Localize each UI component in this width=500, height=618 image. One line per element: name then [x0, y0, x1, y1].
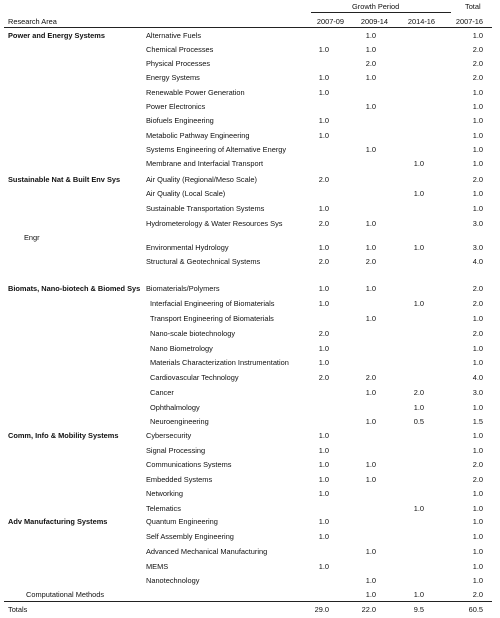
- cell-2014-16: 1.0: [413, 159, 424, 168]
- cell-2009-14: 1.0: [365, 314, 376, 323]
- row-label: Renewable Power Generation: [146, 88, 245, 97]
- cell-2007-09: 1.0: [318, 460, 329, 469]
- group-label: Sustainable Nat & Built Env Sys: [8, 175, 121, 184]
- cell-2014-16: 1.0: [413, 590, 424, 599]
- cell-2007-16: 1.0: [472, 314, 483, 323]
- cell-2007-09: 1.0: [318, 532, 329, 541]
- row-label: Cybersecurity: [146, 431, 192, 440]
- col-2009-14-header: 2009-14: [360, 17, 388, 26]
- cell-2007-16: 1.0: [472, 344, 483, 353]
- cell-2007-09: 1.0: [318, 517, 329, 526]
- cell-2009-14: 1.0: [365, 73, 376, 82]
- group-label: Power and Energy Systems: [8, 31, 105, 40]
- col-2007-09-header: 2007-09: [316, 17, 344, 26]
- cell-2007-16: 2.0: [472, 59, 483, 68]
- cell-2007-09: 2.0: [318, 329, 329, 338]
- totals-2009-14: 22.0: [361, 605, 376, 614]
- cell-2007-16: 2.0: [472, 284, 483, 293]
- totals-label: Totals: [8, 605, 28, 614]
- row-label: Nanotechnology: [146, 576, 200, 585]
- cell-2007-16: 1.0: [472, 562, 483, 571]
- cell-2009-14: 1.0: [365, 460, 376, 469]
- row-label: Nano Biometrology: [150, 344, 213, 353]
- row-label: Biofuels Engineering: [146, 116, 214, 125]
- cell-2009-14: 1.0: [365, 388, 376, 397]
- cell-2007-16: 2.0: [472, 73, 483, 82]
- cell-2007-09: 1.0: [318, 475, 329, 484]
- cell-2007-16: 1.0: [472, 189, 483, 198]
- cell-2007-09: 1.0: [318, 243, 329, 252]
- row-label: Systems Engineering of Alternative Energy: [146, 145, 287, 154]
- cell-2009-14: 1.0: [365, 547, 376, 556]
- cell-2007-16: 2.0: [472, 299, 483, 308]
- cell-2007-16: 4.0: [472, 373, 483, 382]
- cell-2007-16: 1.0: [472, 431, 483, 440]
- row-label: Telematics: [146, 504, 181, 513]
- cell-2007-16: 1.0: [472, 131, 483, 140]
- cell-2007-09: 1.0: [318, 299, 329, 308]
- cell-2007-16: 1.0: [472, 532, 483, 541]
- totals-2007-09: 29.0: [314, 605, 329, 614]
- cell-2009-14: 1.0: [365, 243, 376, 252]
- cell-2009-14: 1.0: [365, 417, 376, 426]
- row-label: Physical Processes: [146, 59, 211, 68]
- cell-2009-14: 2.0: [365, 257, 376, 266]
- cell-2009-14: 1.0: [365, 590, 376, 599]
- group-label: Comm, Info & Mobility Systems: [8, 431, 119, 440]
- cell-2007-09: 1.0: [318, 45, 329, 54]
- row-label: Ophthalmology: [150, 403, 200, 412]
- cell-2007-16: 1.0: [472, 145, 483, 154]
- group-label-extra: Computational Methods: [26, 590, 105, 599]
- col-2007-16-header: 2007-16: [455, 17, 483, 26]
- group-label: Biomats, Nano-biotech & Biomed Sys: [8, 284, 141, 293]
- cell-2007-09: 2.0: [318, 257, 329, 266]
- row-label: Membrane and Interfacial Transport: [146, 159, 264, 168]
- row-label: Advanced Mechanical Manufacturing: [146, 547, 268, 556]
- row-label: MEMS: [146, 562, 169, 571]
- row-label: Chemical Processes: [146, 45, 214, 54]
- cell-2007-09: 1.0: [318, 204, 329, 213]
- cell-2007-16: 1.0: [472, 547, 483, 556]
- col-2014-16-header: 2014-16: [407, 17, 435, 26]
- row-label: Energy Systems: [146, 73, 200, 82]
- cell-2007-16: 2.0: [472, 590, 483, 599]
- cell-2007-16: 1.0: [472, 116, 483, 125]
- cell-2009-14: 1.0: [365, 145, 376, 154]
- cell-2007-16: 1.0: [472, 446, 483, 455]
- cell-2007-16: 4.0: [472, 257, 483, 266]
- cell-2007-16: 1.0: [472, 88, 483, 97]
- row-label: Hydrometerology & Water Resources Sys: [146, 219, 283, 228]
- row-label: Metabolic Pathway Engineering: [146, 131, 250, 140]
- totals-2014-16: 9.5: [413, 605, 424, 614]
- cell-2007-16: 1.0: [472, 517, 483, 526]
- cell-2014-16: 1.0: [413, 504, 424, 513]
- row-label: Alternative Fuels: [146, 31, 202, 40]
- totals-rule: [4, 601, 492, 602]
- cell-2014-16: 0.5: [413, 417, 424, 426]
- row-label: Interfacial Engineering of Biomaterials: [150, 299, 275, 308]
- cell-2007-09: 1.0: [318, 116, 329, 125]
- cell-2007-16: 1.5: [472, 417, 483, 426]
- row-label: Nano-scale biotechnology: [150, 329, 236, 338]
- cell-2014-16: 1.0: [413, 243, 424, 252]
- cell-2014-16: 2.0: [413, 388, 424, 397]
- cell-2009-14: 1.0: [365, 576, 376, 585]
- cell-2009-14: 1.0: [365, 219, 376, 228]
- row-label: Quantum Engineering: [146, 517, 218, 526]
- row-label: Environmental Hydrology: [146, 243, 229, 252]
- cell-2009-14: 1.0: [365, 31, 376, 40]
- cell-2007-09: 1.0: [318, 431, 329, 440]
- cell-2007-16: 1.0: [472, 31, 483, 40]
- cell-2007-16: 1.0: [472, 576, 483, 585]
- cell-2009-14: 1.0: [365, 45, 376, 54]
- cell-2007-09: 1.0: [318, 562, 329, 571]
- cell-2007-16: 1.0: [472, 403, 483, 412]
- cell-2007-09: 1.0: [318, 344, 329, 353]
- row-label: Self Assembly Engineering: [146, 532, 234, 541]
- cell-2007-09: 2.0: [318, 373, 329, 382]
- totals-2007-16: 60.5: [468, 605, 483, 614]
- cell-2007-09: 1.0: [318, 73, 329, 82]
- cell-2007-09: 1.0: [318, 88, 329, 97]
- row-label: Materials Characterization Instrumentation: [150, 358, 289, 367]
- cell-2007-16: 3.0: [472, 243, 483, 252]
- total-header: Total: [465, 2, 481, 11]
- group-label-continuation: Engr: [24, 233, 40, 242]
- cell-2007-09: 1.0: [318, 284, 329, 293]
- cell-2007-16: 3.0: [472, 388, 483, 397]
- cell-2007-16: 2.0: [472, 329, 483, 338]
- row-label: Sustainable Transportation Systems: [146, 204, 265, 213]
- row-label: Signal Processing: [146, 446, 206, 455]
- cell-2009-14: 1.0: [365, 284, 376, 293]
- row-label: Cancer: [150, 388, 174, 397]
- row-label: Neuroengineering: [150, 417, 209, 426]
- row-label: Air Quality (Local Scale): [146, 189, 226, 198]
- research-area-header: Research Area: [8, 17, 57, 26]
- cell-2014-16: 1.0: [413, 189, 424, 198]
- header-rule: [4, 27, 492, 28]
- row-label: Structural & Geotechnical Systems: [146, 257, 261, 266]
- cell-2014-16: 1.0: [413, 299, 424, 308]
- cell-2007-16: 1.0: [472, 102, 483, 111]
- growth-period-underline: [311, 12, 451, 13]
- row-label: Biomaterials/Polymers: [146, 284, 220, 293]
- row-label: Transport Engineering of Biomaterials: [150, 314, 274, 323]
- growth-period-header: Growth Period: [352, 2, 400, 11]
- cell-2007-16: 1.0: [472, 204, 483, 213]
- cell-2009-14: 1.0: [365, 102, 376, 111]
- cell-2007-16: 2.0: [472, 460, 483, 469]
- cell-2009-14: 1.0: [365, 475, 376, 484]
- cell-2014-16: 1.0: [413, 403, 424, 412]
- cell-2009-14: 2.0: [365, 59, 376, 68]
- cell-2007-16: 3.0: [472, 219, 483, 228]
- cell-2007-09: 1.0: [318, 358, 329, 367]
- row-label: Cardiovascular Technology: [150, 373, 239, 382]
- cell-2007-09: 1.0: [318, 489, 329, 498]
- cell-2007-16: 1.0: [472, 504, 483, 513]
- cell-2007-16: 1.0: [472, 489, 483, 498]
- row-label: Power Electronics: [146, 102, 206, 111]
- row-label: Air Quality (Regional/Meso Scale): [146, 175, 257, 184]
- group-label: Adv Manufacturing Systems: [8, 517, 108, 526]
- cell-2007-16: 2.0: [472, 45, 483, 54]
- cell-2009-14: 2.0: [365, 373, 376, 382]
- cell-2007-09: 2.0: [318, 175, 329, 184]
- row-label: Communications Systems: [146, 460, 232, 469]
- cell-2007-09: 1.0: [318, 131, 329, 140]
- row-label: Networking: [146, 489, 183, 498]
- cell-2007-16: 2.0: [472, 175, 483, 184]
- cell-2007-16: 2.0: [472, 475, 483, 484]
- cell-2007-09: 1.0: [318, 446, 329, 455]
- cell-2007-16: 1.0: [472, 159, 483, 168]
- cell-2007-09: 2.0: [318, 219, 329, 228]
- row-label: Embedded Systems: [146, 475, 213, 484]
- cell-2007-16: 1.0: [472, 358, 483, 367]
